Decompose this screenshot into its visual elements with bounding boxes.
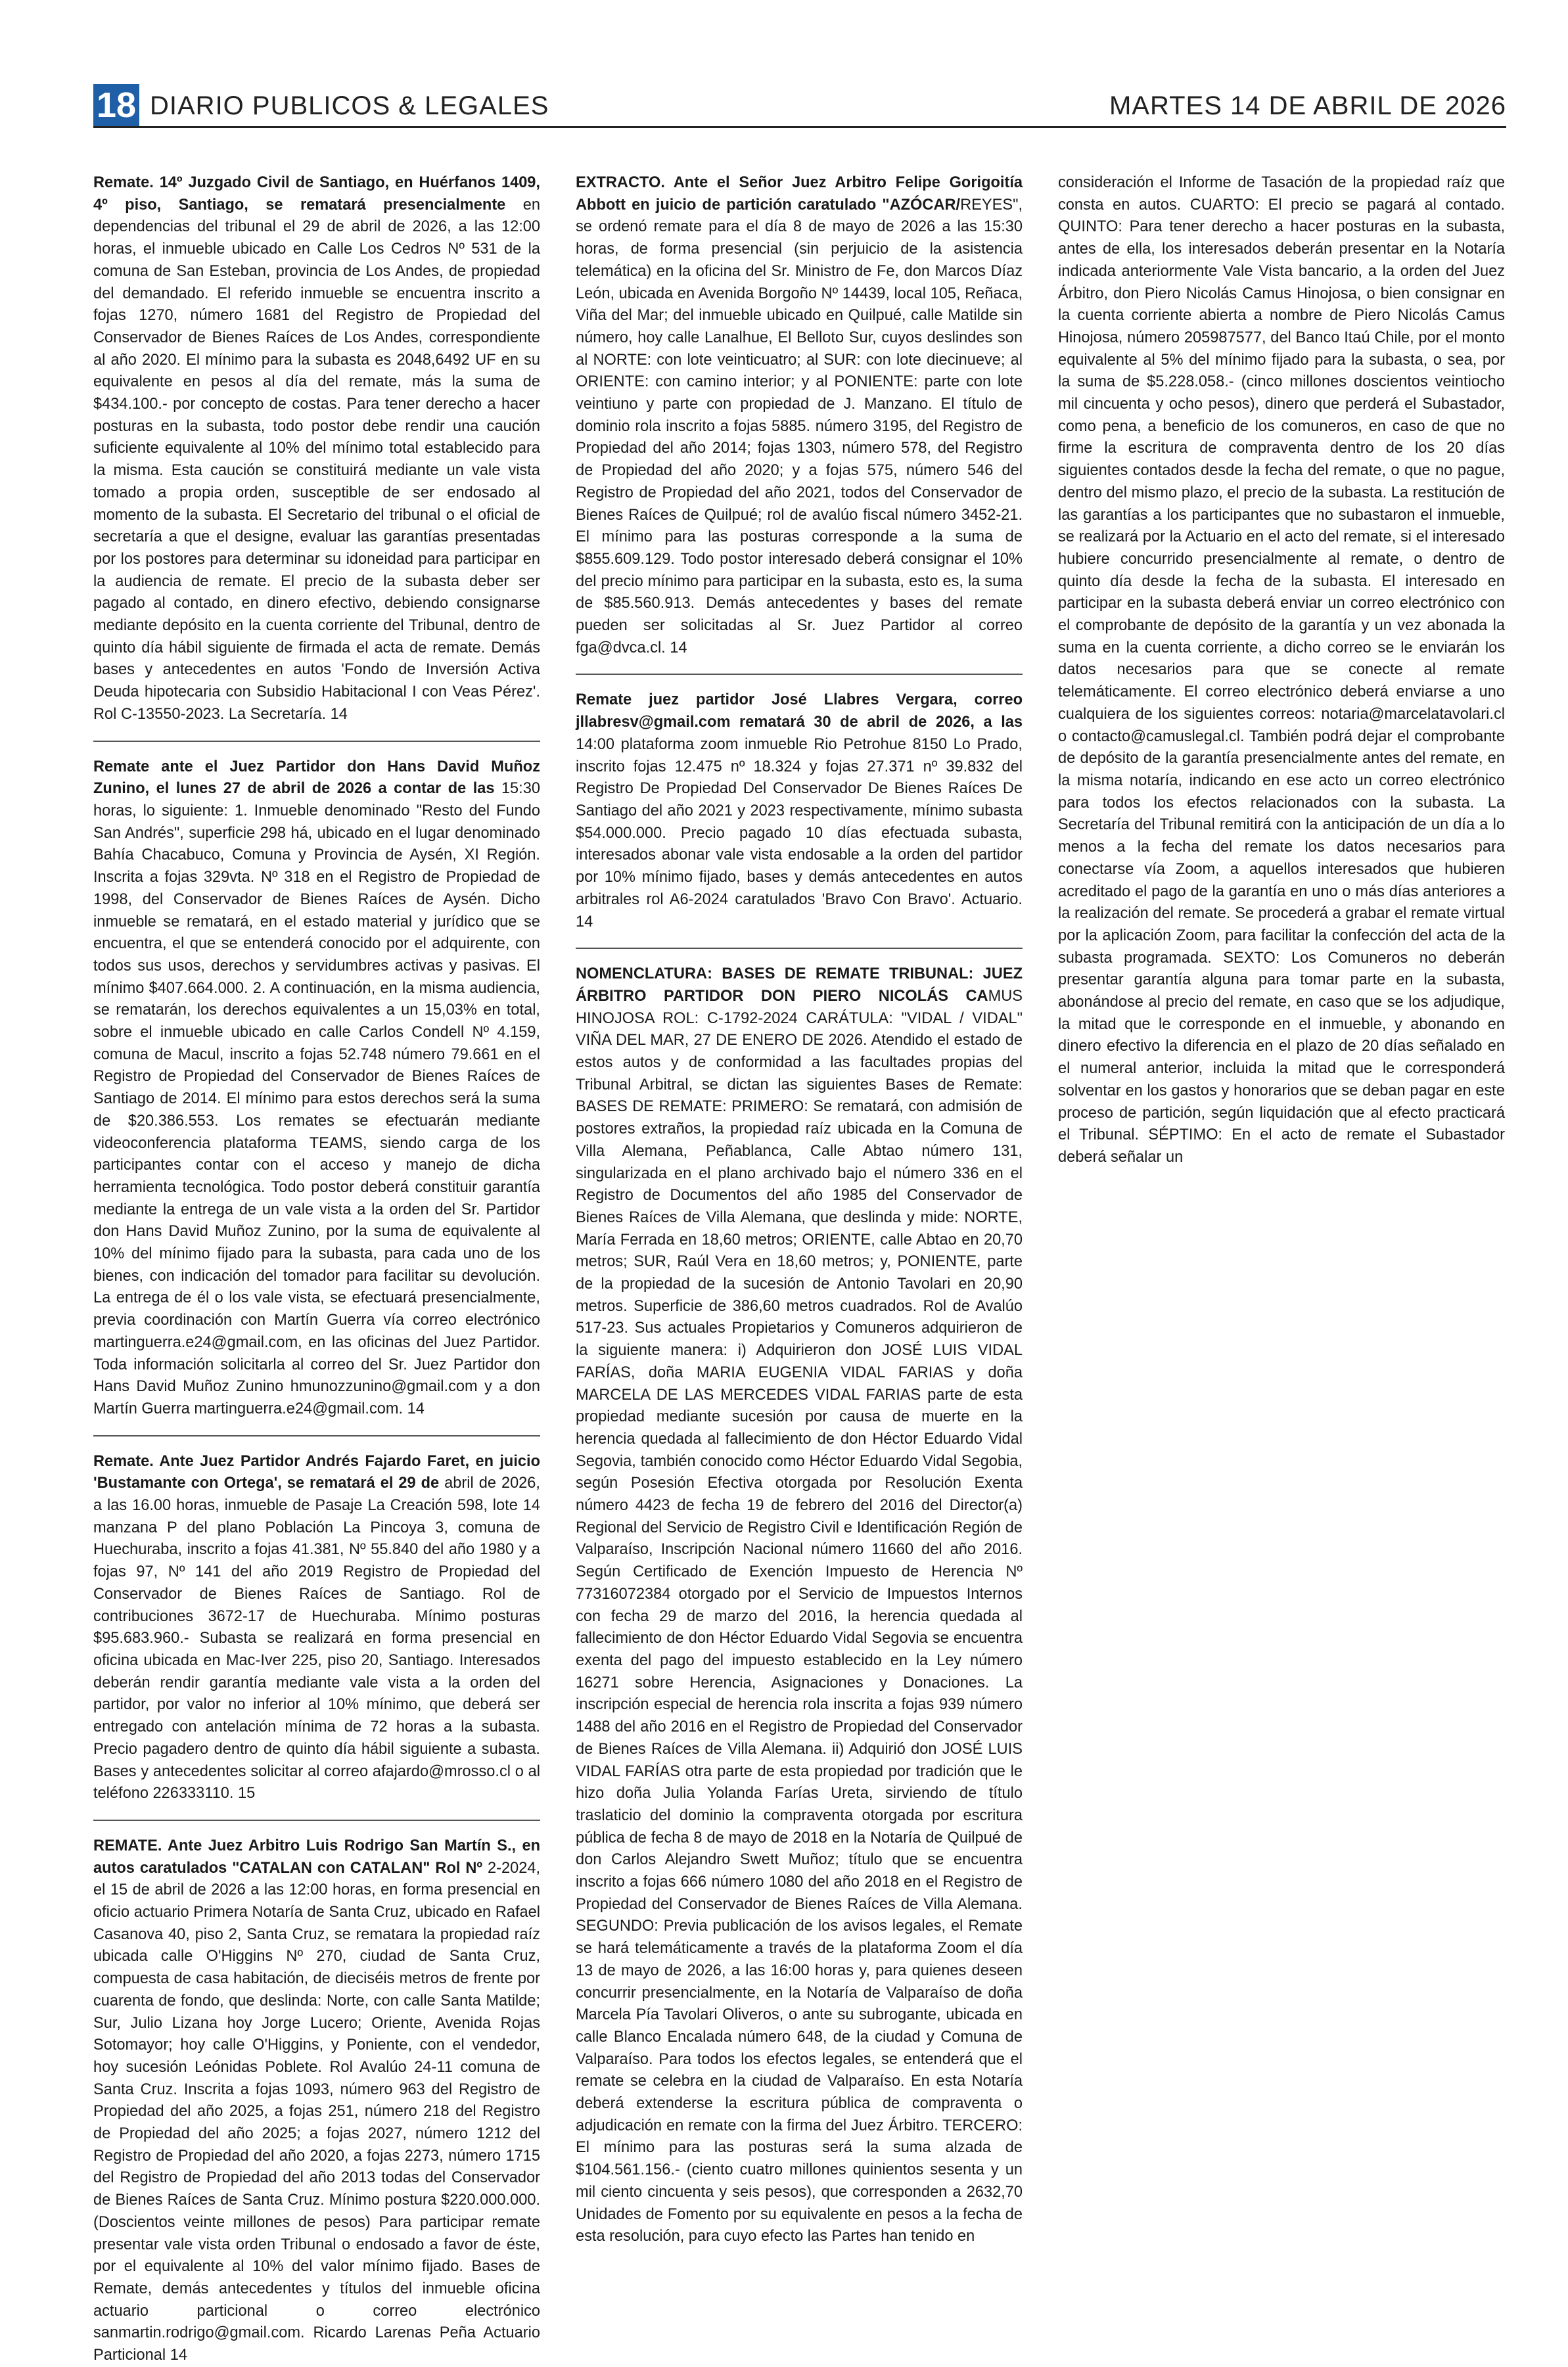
notice-body: MUS HINOJOSA ROL: C-1792-2024 CARÁTULA: "VIDAL / VIDAL" VIÑA DEL MAR, 27 DE ENERO DE 2026. Atendido el estado de estos autos y de conformidad a las facultades propias del Tribunal Arbitral, se dictan las siguientes Bases de Remate: BASES DE REMATE: PRIMERO: Se rematará, con admisión de postores extraños, la propiedad raíz ubicada en la Comuna de Villa Alemana, Peñablanca, Calle Abtao número 131, singularizada en el plano archivado bajo el número 336 en el Registro de Documentos del año 1985 del Conservador de Bienes Raíces de Villa Alemana, que deslinda y mide: NORTE, María Ferrada en 18,60 metros; ORIENTE, calle Abtao en 20,70 metros; SUR, Raúl Vera en 18,60 metros; y, PONIENTE, parte de la propiedad de la sucesión de Antonio Tavolari en 20,90 metros. Superficie de 386,60 metros cuadrados. Rol de Avalúo 517-23. Sus actuales Propietarios y Comuneros adquirieron de la siguiente manera: i) Adquirieron don JOSÉ LUIS VIDAL FARÍAS, doña MARIA EUGENIA VIDAL FARIAS y doña MARCELA DE LAS MERCEDES VIDAL FARIAS parte de esta propiedad mediante sucesión por causa de muerte en la herencia quedada al fallecimiento de don Héctor Eduardo Vidal Segovia, también conocido como Héctor Eduardo Vidal Segobia, según Posesión Efectiva otorgada por Resolución Exenta número 4423 de fecha 19 de febrero del 2016 del Director(a) Regional del Servicio de Registro Civil e Identificación Región de Valparaíso, Inscripción Nacional número 11660 del año 2016. Según Certificado de Exención Impuesto de Herencia Nº 77316072384 otorgado por el Servicio de Impuestos Internos con fecha 29 de marzo del 2016, la herencia quedada al fallecimiento de don Héctor Eduardo Vidal Segovia se encuentra exenta del pago del impuesto establecido en la Ley número 16271 sobre Herencia, Asignaciones y Donaciones. La inscripción especial de herencia rola inscrita a fojas 939 número 1488 del año 2016 en el Registro de Propiedad del Conservador de Bienes Raíces de Villa Alemana. ii) Adquirió don JOSÉ LUIS VIDAL FARÍAS otra parte de esta propiedad por tradición que le hizo doña Julia Yolanda Farías Ureta, sirviendo de título traslaticio del dominio la compraventa otorgada por escritura pública de fecha 8 de mayo de 2018 en la Notaría de Quilpué de don Carlos Alejandro Swett Muñoz; título que se encuentra inscrito a fojas 666 número 1080 del año 2018 en el Registro de Propiedad del Conservador de Bienes Raíces de Villa Alemana. SEGUNDO: Previa publicación de los avisos legales, el Remate se hará telemáticamente a través de la plataforma Zoom el día 13 de mayo de 2026, a las 16:00 horas y, para quienes deseen concurrir presencialmente, en la Notaría de Valparaíso de doña Marcela Pía Tavolari Oliveros, o ante su subrogante, ubicada en calle Blanco Encalada número 648, de la ciudad y Comuna de Valparaíso. Para todos los efectos legales, se entenderá que el remate se celebra en la ciudad de Valparaíso. En esta Notaría deberá extenderse la escritura pública de compraventa o adjudicación en remate con la firma del Juez Árbitro. TERCERO: El mínimo para las posturas será la suma alzada de $104.561.156.- (ciento cuatro millones quinientos sesenta y un mil ciento cincuenta y seis pesos), que corresponden a 2632,70 Unidades de Fomento por su equivalente en pesos a la fecha de esta resolución, para cuyo efecto las Partes han tenido en (576, 987, 1023, 2245)
notice-heading: REMATE. Ante Juez Arbitro Luis Rodrigo San Martín S., en autos caratulados "CATALAN con CATALAN" Rol Nº (93, 1837, 540, 1877)
notice-heading: Remate. Ante Juez Partidor Andrés Fajardo Faret, en juicio 'Bustamante con Ortega', se rematará el 29 de (93, 1452, 540, 1492)
notice-body: abril de 2026, a las 16.00 horas, inmueble de Pasaje La Creación 598, lote 14 manzana P del plano Población La Pincoya 3, comuna de Huechuraba, inscrito a fojas 41.381, Nº 55.840 del año 1980 y a fojas 97, Nº 141 del año 2019 Registro de Propiedad del Conservador de Bienes Raíces de Santiago. Rol de contribuciones 3672-17 de Huechuraba. Mínimo posturas $95.683.960.- Subasta se realizará en forma presencial en oficina ubicada en Mac-Iver 225, piso 20, Santiago. Interesados deberán rendir garantía mediante vale vista a la orden del partidor, por valor no inferior al 10% mínimo, que deberá ser entregado con antelación mínima de 72 horas a la subasta. Precio pagadero dentro de quinto día hábil siguiente a subasta. Bases y antecedentes solicitar al correo afajardo@mrosso.cl o al teléfono 226333110. 15 (93, 1475, 540, 1803)
notice-body-continued: consideración el Informe de Tasación de la propiedad raíz que consta en autos. CUARTO: El precio se pagará al contado. QUINTO: Para tener derecho a hacer posturas en la subasta, antes de ella, los interesados deberán presentar en la Notaría indicada anteriormente Vale Vista bancario, a la orden del Juez Árbitro, don Piero Nicolás Camus Hinojosa, o bien consignar en la cuenta corriente abierta a nombre de Piero Nicolás Camus Hinojosa, número 205987577, del Banco Itaú Chile, por el monto equivalente al 5% del mínimo fijado para la subasta, o sea, por la suma de $5.228.058.- (cinco millones doscientos veintiocho mil cincuenta y ocho pesos), dinero que perderá el Subastador, como pena, a beneficio de los comuneros, en caso de que no firme la escritura de compraventa dentro de los 20 días siguientes contados desde la fecha del remate, o que no pague, dentro del mismo plazo, el precio de la subasta. La restitución de las garantías a los participantes que no subastaron el inmueble, se realizará por la Actuario en el acto del remate, si el interesado hubiere concurrido presencialmente al remate, o dentro de quinto día desde la fecha de la subasta. El interesado en participar en la subasta deberá enviar un correo electrónico con el comprobante de depósito de la garantía y un vez abonada la suma en la cuenta corriente, a dicho correo se le enviarán los datos necesarios para que se conecte al remate telemáticamente. El correo electrónico deberá enviarse a uno cualquiera de los siguientes correos: notaria@marcelatavolari.cl o contacto@camuslegal.cl. También podrá dejar el comprobante de depósito de la garantía presencialmente antes del remate, en la misma notaría, indicando en ese acto un correo electrónico para todos los efectos relacionados con la subasta. La Secretaría del Tribunal remitirá con la anticipación de un día a lo menos a la fecha del remate los datos necesarios para conectarse vía Zoom, a aquellos interesados que hubieren acreditado el pago de la garantía en uno o más días anteriores a la realización del remate. Se procederá a grabar el remate virtual por la aplicación Zoom, para facilitar la confección del acta de la subasta programada. SEXTO: Los Comuneros no deberán presentar garantía alguna para tomar parte en la subasta, abonándose al precio del remate, en caso que se los adjudique, la mitad que le corresponde en el inmueble, y abonando en dinero efectivo la diferencia en el plazo de 20 días señalado en el numeral anterior, incluida la mitad que le corresponderá solventar en los gastos y honorarios que se deban pagar en este proceso de partición, según liquidación que al efecto practicará el Tribunal. SÉPTIMO: En el acto de remate el Subastador deberá señalar un (1058, 174, 1505, 1166)
notice-remate-san-martin (93, 1835, 540, 2367)
page-header (93, 84, 1506, 128)
notice-remate-fajardo (93, 1451, 540, 1805)
notice-heading: Remate juez partidor José Llabres Vergara, correo jllabresv@gmail.com rematará 30 de abril de 2026, a las (576, 691, 1023, 731)
notice-divider (93, 1820, 540, 1821)
notice-divider (576, 674, 1023, 675)
issue-date: MARTES 14 DE ABRIL DE 2026 (1109, 91, 1506, 120)
notice-remate-14-juzgado (93, 172, 540, 726)
notice-divider (93, 741, 540, 742)
page-number: 18 (93, 84, 139, 126)
notice-body: 2-2024, el 15 de abril de 2026 a las 12:00 horas, en forma presencial en oficio actuario Primera Notaría de Santa Cruz, ubicado en Rafael Casanova 40, piso 2, Santa Cruz, se rematara la propiedad raíz ubicada calle O'Higgins Nº 270, ciudad de Santa Cruz, compuesta de casa habitación, de dieciséis metros de frente por cuarenta de fondo, que deslinda: Norte, con calle Santa Matilde; Sur, Julio Lizana hoy Jorge Lucero; Oriente, Avenida Rojas Sotomayor; hoy calle O'Higgins, y Poniente, con el vendedor, hoy sucesión Leónidas Poblete. Rol Avalúo 24-11 comuna de Santa Cruz. Inscrita a fojas 1093, número 963 del Registro de Propiedad del año 2025, a fojas 251, número 218 del Registro de Propiedad del año 2025; a fojas 2027, número 1212 del Registro de Propiedad del año 2020, a fojas 2273, número 1715 del Registro de Propiedad del año 2013 todas del Conservador de Bienes Raíces de Santa Cruz. Mínimo postura $220.000.000. (Doscientos veinte millones de pesos) Para participar remate presentar vale vista orden Tribunal o endosado a favor de éste, por el equivalente al 10% del valor mínimo fijado. Bases de Remate, demás antecedentes y títulos del inmueble oficina actuario particional o correo electrónico sanmartin.rodrigo@gmail.com. Ricardo Larenas Peña Actuario Particional 14 (93, 1859, 541, 2364)
column-2 (576, 172, 1023, 2266)
notice-heading: NOMENCLATURA: BASES DE REMATE TRIBUNAL: JUEZ ÁRBITRO PARTIDOR DON PIERO NICOLÁS CA (576, 965, 1023, 1005)
notice-divider (576, 948, 1023, 949)
notice-continuation (1058, 172, 1505, 1169)
notice-heading: Remate. 14º Juzgado Civil de Santiago, en Huérfanos 1409, 4º piso, Santiago, se rematará presencialmente (93, 174, 540, 214)
column-3 (1058, 172, 1505, 2266)
notice-nomenclatura-vidal (576, 963, 1023, 2248)
column-1 (93, 172, 541, 2364)
notice-body: 14:00 plataforma zoom inmueble Rio Petrohue 8150 Lo Prado, inscrito fojas 12.475 nº 18.324 y fojas 27.371 nº 39.832 del Registro De Propiedad Del Conservador De Bienes Raíces De Santiago del año 2021 y 2023 respectivamente, mínimo subasta $54.000.000. Precio pagado 10 días efectuada subasta, interesados abonar vale vista endosable a la orden del partidor por 10% mínimo fijado, bases y demás antecedentes en autos arbitrales rol A6-2024 caratulados 'Bravo Con Bravo'. Actuario. 14 (576, 735, 1023, 931)
notice-remate-llabres (576, 689, 1023, 933)
notice-remate-hans-munoz (93, 756, 540, 1421)
notice-body: 15:30 horas, lo siguiente: 1. Inmueble denominado "Resto del Fundo San Andrés", superficie 298 há, ubicado en el lugar denominado Bahía Chacabuco, Comuna y Provincia de Aysén, XI Región. Inscrita a fojas 329vta. Nº 318 en el Registro de Propiedad de 1998, del Conservador de Bienes Raíces de Aysén. Dicho inmueble se rematará, en el estado material y jurídico que se encuentra, el que se entenderá conocido por el adquirente, con todos sus usos, derechos y servidumbres activas y pasivas. El mínimo $407.664.000. 2. A continuación, en la misma audiencia, se rematarán, los derechos equivalentes a un 15,03% en total, sobre el inmueble ubicado en calle Carlos Condell Nº 4.159, comuna de Macul, inscrito a fojas 52.748 número 79.661 en el Registro de Propiedad del Conservador de Bienes Raíces de Santiago de 2014. El mínimo para estos derechos será la suma de $20.386.553. Los remates se efectuarán mediante videoconferencia plataforma TEAMS, siendo carga de los participantes contar con el acceso y manejo de dicha herramienta tecnológica. Todo postor deberá constituir garantía mediante la entrega de un vale vista a la orden del Sr. Partidor don Hans David Muñoz Zunino, por la suma de equivalente al 10% del mínimo fijado para la subasta, para cada uno de los bienes, con indicación del tomador para facilitar su devolución. La entrega de él o los vale vista, se efectuará presencialmente, previa coordinación con Martín Guerra vía correo electrónico martinguerra.e24@gmail.com, en las oficinas del Juez Partidor. Toda información solicitarla al correo del Sr. Juez Partidor don Hans David Muñoz Zunino hmunozzunino@gmail.com y a don Martín Guerra martinguerra.e24@gmail.com. 14 (93, 780, 540, 1417)
notice-extracto-azocar (576, 172, 1023, 659)
notice-divider (93, 1435, 540, 1436)
notice-heading: Remate ante el Juez Partidor don Hans David Muñoz Zunino, el lunes 27 de abril de 2026 a contar de las (93, 758, 540, 798)
notice-heading: EXTRACTO. Ante el Señor Juez Arbitro Felipe Gorigoitía Abbott en juicio de partición caratulado "AZÓCAR/ (576, 174, 1023, 214)
newspaper-section-title: DIARIO PUBLICOS & LEGALES (150, 91, 549, 120)
notice-body: REYES", se ordenó remate para el día 8 de mayo de 2026 a las 15:30 horas, de forma presencial (sin perjuicio de la asistencia telemática) en la oficina del Sr. Ministro de Fe, don Marcos Díaz León, ubicada en Avenida Borgoño Nº 14439, local 105, Reñaca, Viña del Mar; del inmueble ubicado en Quilpué, calle Matilde sin número, hoy calle Lanalhue, El Belloto Sur, cuyos deslindes son al NORTE: con lote veinticuatro; al SUR: con lote diecinueve; al ORIENTE: con camino interior; y al PONIENTE: parte con lote veintiuno y parte con propiedad de J. Manzano. El título de dominio rola inscrito a fojas 5885. número 3195, del Registro de Propiedad del año 2014; fojas 1303, número 578, del Registro de Propiedad del año 2020; y a fojas 575, número 546 del Registro de Propiedad del año 2021, todos del Conservador de Bienes Raíces de Quilpué; rol de avalúo fiscal número 3452-21. El mínimo para las posturas corresponde a la suma de $855.609.129. Todo postor interesado deberá consignar el 10% del precio mínimo para participar en la subasta, esto es, la suma de $85.560.913. Demás antecedentes y bases del remate pueden ser solicitadas al Sr. Juez Partidor al correo fga@dvca.cl. 14 (576, 196, 1023, 656)
notice-body: en dependencias del tribunal el 29 de abril de 2026, a las 12:00 horas, el inmueble ubicado en Calle Los Cedros Nº 531 de la comuna de San Esteban, provincia de Los Andes, de propiedad del demandado. El referido inmueble se encuentra inscrito a fojas 1270, número 1681 del Registro de Propiedad del Conservador de Bienes Raíces de Los Andes, correspondiente al año 2020. El mínimo para la subasta es 2048,6492 UF en su equivalente en pesos al día del remate, más la suma de $434.100.- por concepto de costas. Para tener derecho a hacer posturas en la subasta, todo postor debe rendir una caución suficiente equivalente al 10% del mínimo total establecido para la misma. Esta caución se constituirá mediante un vale vista tomado a propia orden, susceptible de ser endosado al momento de la subasta. El Secretario del tribunal o el oficial de secretaría a que el designe, evaluar las garantías presentadas por los postores para determinar su idoneidad para participar en la audiencia de remate. El precio de la subasta deber ser pagado al contado, en dinero efectivo, debiendo consignarse mediante depósito en la cuenta corriente del Tribunal, dentro de quinto día hábil siguiente de firmada el acta de remate. Demás bases y antecedentes en autos 'Fondo de Inversión Activa Deuda hipotecaria con Subsidio Habitacional I con Veas Pérez'. Rol C-13550-2023. La Secretaría. 14 (93, 196, 540, 723)
